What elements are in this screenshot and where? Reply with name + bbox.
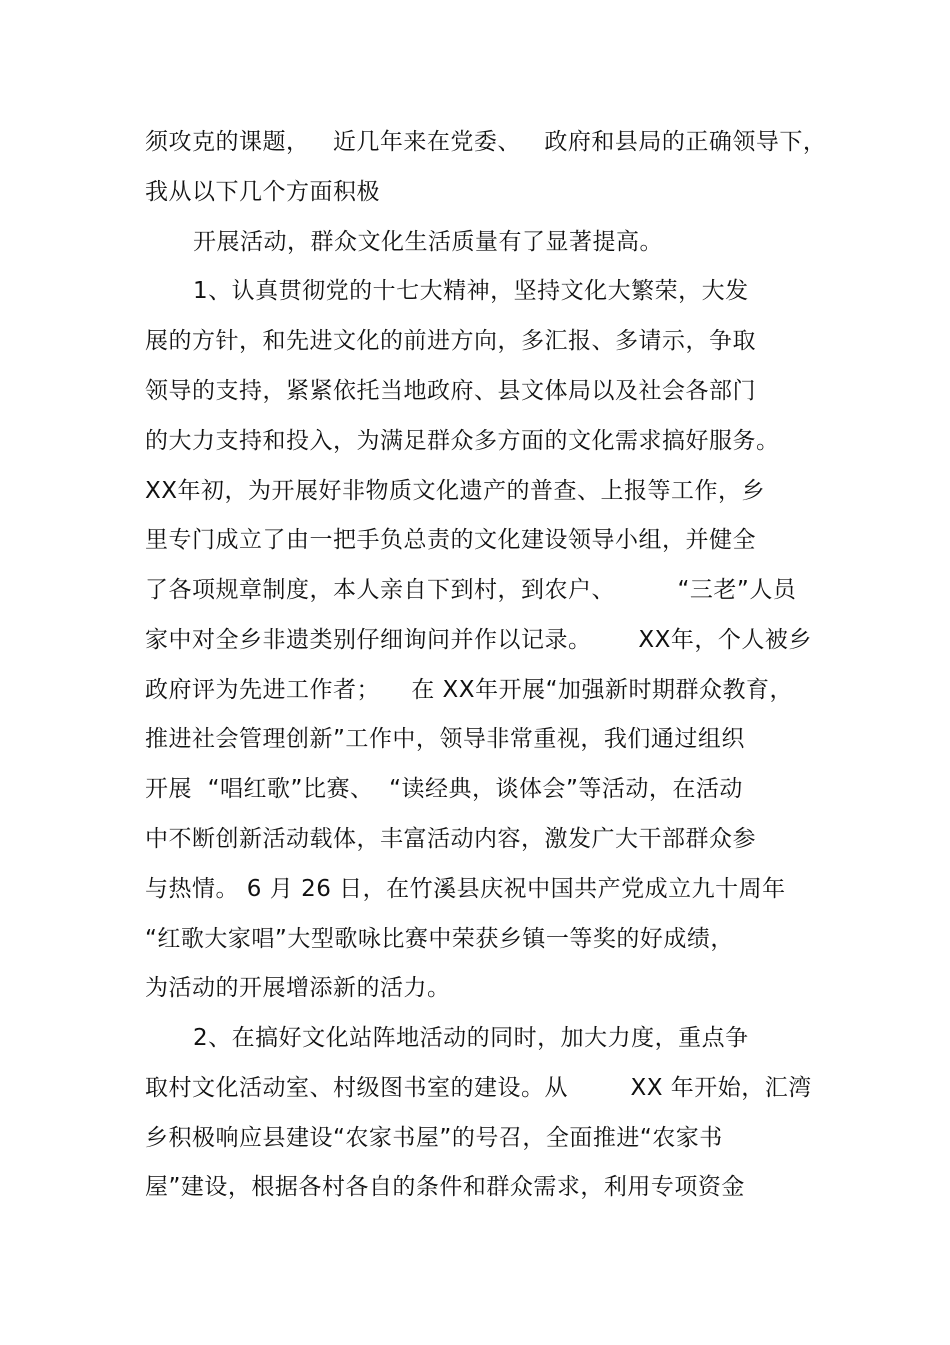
- text-line: 的大力支持和投入，为满足群众多方面的文化需求搞好服务。: [145, 428, 780, 454]
- text-line: 2、在搞好文化站阵地活动的同时，加大力度，重点争: [193, 1025, 749, 1051]
- text-line: 中不断创新活动载体，丰富活动内容，激发广大干部群众参: [145, 826, 756, 852]
- text-line: 取村文化活动室、村级图书室的建设。从 XX 年开始，汇湾: [145, 1075, 812, 1101]
- text-line: 1、认真贯彻党的十七大精神，坚持文化大繁荣，大发: [193, 278, 749, 304]
- text-line: 家中对全乡非遗类别仔细询问并作以记录。 XX年，个人被乡: [145, 627, 812, 653]
- text-line: 我从以下几个方面积极: [145, 179, 380, 205]
- text-line: 领导的支持，紧紧依托当地政府、县文体局以及社会各部门: [145, 378, 756, 404]
- text-line: 乡积极响应县建设“农家书屋”的号召，全面推进“农家书: [145, 1125, 723, 1151]
- text-line: 展的方针，和先进文化的前进方向，多汇报、多请示，争取: [145, 328, 756, 354]
- text-line: 政府评为先进工作者； 在 XX年开展“加强新时期群众教育，: [145, 677, 793, 703]
- text-line: 里专门成立了由一把手负总责的文化建设领导小组，并健全: [145, 527, 756, 553]
- text-line: 推进社会管理创新”工作中，领导非常重视，我们通过组织: [145, 726, 745, 752]
- text-line: 屋”建设，根据各村各自的条件和群众需求，利用专项资金: [145, 1174, 745, 1200]
- text-line: 与热情。 6 月 26 日，在竹溪县庆祝中国共产党成立九十周年: [145, 876, 786, 902]
- text-line: 了各项规章制度，本人亲自下到村，到农户、 “三老”人员: [145, 577, 797, 603]
- text-line: 开展 “唱红歌”比赛、 “读经典，谈体会”等活动，在活动: [145, 776, 743, 802]
- text-line: 开展活动，群众文化生活质量有了显著提高。: [193, 229, 663, 255]
- text-line: “红歌大家唱”大型歌咏比赛中荣获乡镇一等奖的好成绩，: [145, 926, 734, 952]
- text-line: XX年初，为开展好非物质文化遗产的普查、上报等工作，乡: [145, 478, 766, 504]
- text-line: 须攻克的课题， 近几年来在党委、 政府和县局的正确领导下，: [145, 129, 827, 155]
- text-line: 为活动的开展增添新的活力。: [145, 975, 451, 1001]
